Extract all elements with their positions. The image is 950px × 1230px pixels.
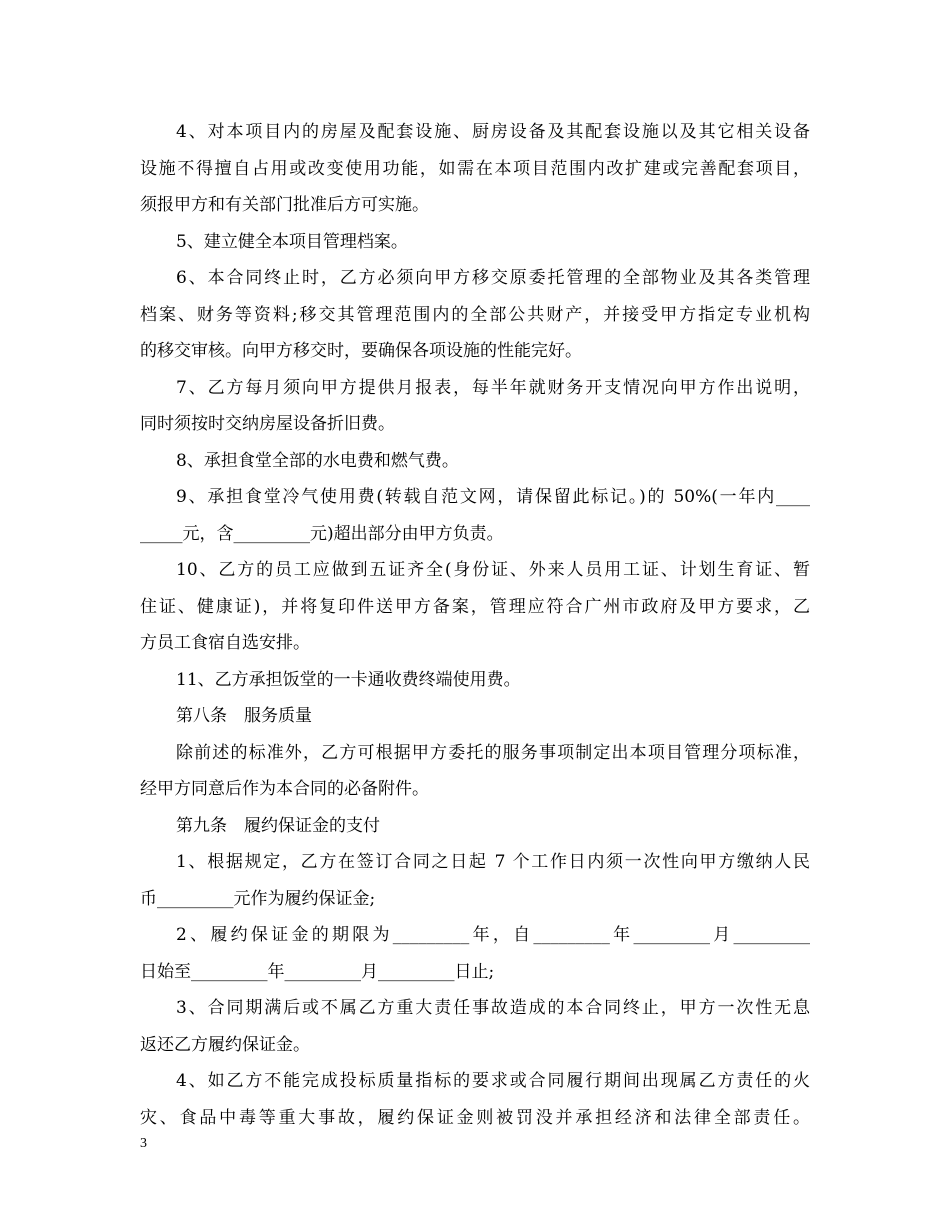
text-line: 4、对本项目内的房屋及配套设施、厨房设备及其配套设施以及其它相关设备 (176, 122, 810, 142)
text-line: 4、如乙方不能完成投标质量指标的要求或合同履行期间出现属乙方责任的火 (176, 1071, 810, 1091)
text-line: 方员工食宿自选安排。 (140, 633, 310, 653)
text-line: 币_________元作为履约保证金; (140, 888, 376, 909)
text-line: 5、建立健全本项目管理档案。 (176, 231, 408, 252)
text-line: 除前述的标准外，乙方可根据甲方委托的服务事项制定出本项目管理分项标准， (176, 742, 810, 763)
text-line: 经甲方同意后作为本合同的必备附件。 (140, 779, 429, 799)
text-line: 3、合同期满后或不属乙方重大责任事故造成的本合同终止，甲方一次性无息 (176, 998, 810, 1018)
page-number: 3 (140, 1136, 147, 1151)
text-line: 10、乙方的员工应做到五证齐全(身份证、外来人员用工证、计划生育证、暂 (176, 560, 810, 580)
document-body (140, 114, 810, 1136)
text-line: 7、乙方每月须向甲方提供月报表，每半年就财务开支情况向甲方作出说明， (176, 377, 810, 398)
text-line: 须报甲方和有关部门批准后方可实施。 (140, 195, 429, 215)
text-line: 1、根据规定，乙方在签订合同之日起 7 个工作日内须一次性向甲方缴纳人民 (176, 852, 810, 872)
text-line: 同时须按时交纳房屋设备折旧费。 (140, 414, 395, 434)
text-line: 档案、财务等资料;移交其管理范围内的全部公共财产，并接受甲方指定专业机构 (140, 304, 810, 325)
text-line: 设施不得擅自占用或改变使用功能，如需在本项目范围内改扩建或完善配套项目， (140, 158, 810, 179)
text-line: 第八条 服务质量 (176, 706, 312, 726)
text-line: 日始至_________年_________月_________日止; (140, 961, 495, 982)
text-line: 住证、健康证)，并将复印件送甲方备案，管理应符合广州市政府及甲方要求，乙 (140, 596, 810, 617)
text-line: 11、乙方承担饭堂的一卡通收费终端使用费。 (176, 669, 521, 690)
text-line: 6、本合同终止时，乙方必须向甲方移交原委托管理的全部物业及其各类管理 (176, 268, 810, 288)
text-line: 的移交审核。向甲方移交时，要确保各项设施的性能完好。 (140, 341, 582, 361)
text-line: 第九条 履约保证金的支付 (176, 815, 380, 836)
text-line: 2、履约保证金的期限为_________年，自_________年_________月_________ (176, 925, 810, 945)
text-line: 返还乙方履约保证金。 (140, 1034, 310, 1055)
text-line: _____元，含_________元)超出部分由甲方负责。 (140, 523, 504, 544)
text-line: 8、承担食堂全部的水电费和燃气费。 (176, 450, 459, 471)
text-line: 灾、食品中毒等重大事故，履约保证金则被罚没并承担经济和法律全部责任。 (140, 1107, 810, 1128)
text-line: 9、承担食堂冷气使用费(转载自范文网，请保留此标记。)的 50%(一年内____ (176, 487, 810, 507)
